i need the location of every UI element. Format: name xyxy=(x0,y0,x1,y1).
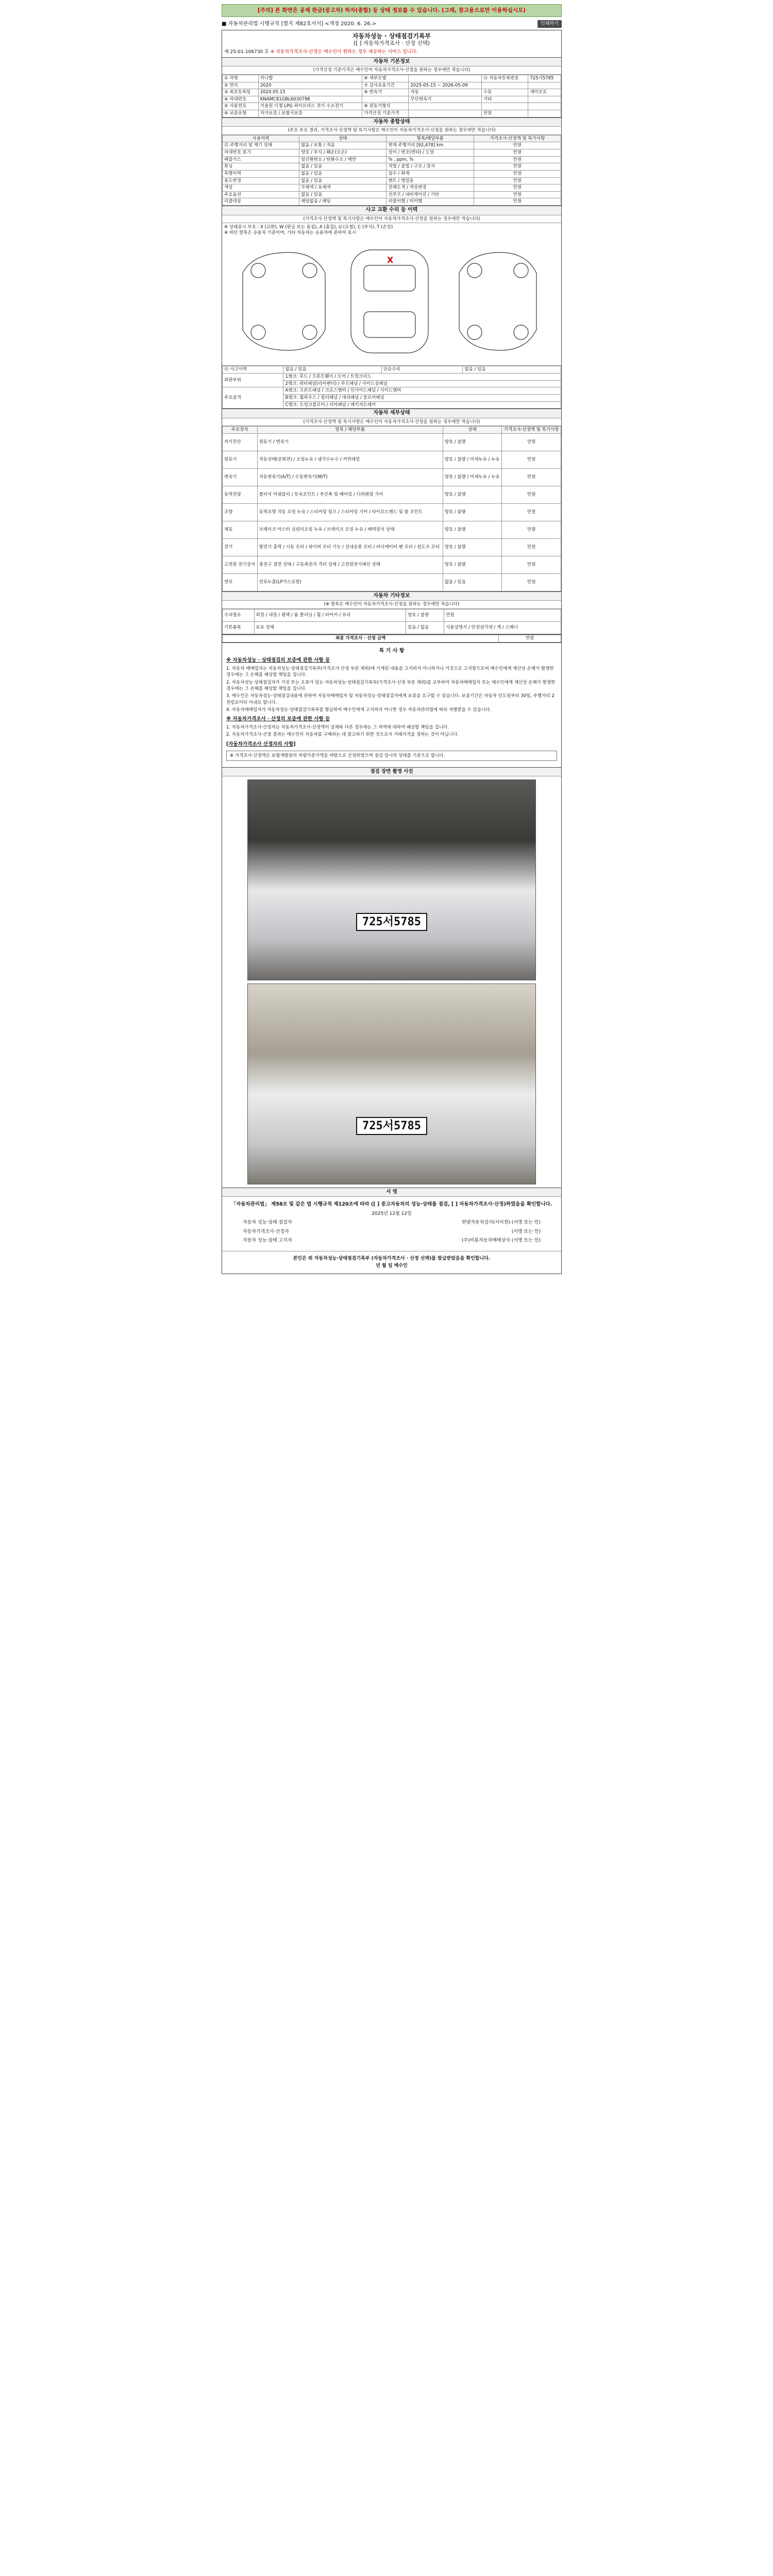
section-note: (주요 주요 결과, 가격조사·산정액 및 특기사항은 매수인이 자동차가격조사·산정을 원하는 경우에만 적습니다) xyxy=(222,127,561,135)
final-price-label: 최종 가격조사 · 산정 금액 xyxy=(223,635,499,642)
other-info-row: 기본품목 보유 상태 있음 / 없음 사용설명서 / 안전삼각대 / 잭 / 스패너 xyxy=(223,622,561,634)
buyer-confirmation: 본인은 위 자동차성능·상태점검기록부 (자동차가격조사 · 산정 선택)를 발급받았음을 확인합니다. 년 월 일 매수인 xyxy=(222,1251,561,1274)
vehicle-info-row: ④ 차대번호 KNAMC81GBL6030798 무단변속기 기타 xyxy=(223,96,561,103)
detail-condition-row: 자기진단 원동기 / 변속기 양호 / 불량 만원 xyxy=(223,433,561,451)
col-header: 사용이력 xyxy=(223,135,299,142)
section-note: (가격조사·산정액 및 특기사항은 매수인이 자동차가격조사·산정을 원하는 경우에만 적습니다) xyxy=(222,418,561,427)
front-inspection-photo xyxy=(247,779,536,980)
detail-condition-row: 원동기 작동상태(공회전) / 오일누유 / 냉각수누수 / 커먼레일 양호 / 불량 / 미세누유 / 누유 만원 xyxy=(223,451,561,468)
section-title: 자동차 종합상태 xyxy=(222,118,561,127)
signature-row: 자동차가격조사·산정자 (서명 또는 인) xyxy=(243,1229,541,1234)
form-header xyxy=(222,20,562,28)
document-page xyxy=(222,0,562,1274)
detail-condition-row: 동력전달 클러치 어셈블리 / 등속조인트 / 추진축 및 베어링 / 디퍼렌셜 기어 양호 / 불량 만원 xyxy=(223,486,561,503)
signature-title: 서 명 xyxy=(222,1188,561,1197)
general-condition-row: 특별이력 없음 / 있음 침수 / 화재 만원 xyxy=(223,170,561,177)
col-header: 가격조사·산정액 및 특기사항 xyxy=(502,427,561,434)
section-title: 사고 교환 수리 등 이력 xyxy=(222,206,561,215)
other-info-table xyxy=(222,609,561,634)
general-condition-section xyxy=(222,117,561,206)
confirmation-text: 「자동차관리법」 제58조 및 같은 법 시행규칙 제120조에 따라 ([ ] 중고자동차의 성능·상태를 점검, [ ] 자동차가격조사·산정)하였음을 확인합니다. xyxy=(231,1201,552,1207)
vehicle-info-row: ⑤ 사용연료 가솔린 디젤 LPG 하이브리드 전기 수소전기 ⑨ 원동기형식 xyxy=(223,103,561,110)
col-header: 항목/해당부품 xyxy=(386,135,474,142)
document-subtitle: ([ ] 자동차가격조사 · 산정 선택) xyxy=(354,40,430,47)
car-outline-diagram xyxy=(232,242,552,361)
section-title: 자동차 기타정보 xyxy=(222,592,561,601)
section-note: (가격조사·산정액 및 특기사항은 매수인이 자동차가격조사·산정을 원하는 경우에만 적습니다) xyxy=(222,215,561,224)
section-title: 자동차 세부상태 xyxy=(222,409,561,418)
vehicle-info-table xyxy=(222,75,561,117)
col-header: 상태 xyxy=(443,427,502,434)
car-diagram xyxy=(222,237,561,366)
warning-banner: [주의] 본 화면은 공제 판금(중고차) 하자(종합) 등 상태 정보를 수 있습니다. (그래, 참고용으로만 이용하십시오) xyxy=(222,4,562,17)
detail-condition-row: 변속기 자동변속기(A/T) / 수동변속기(M/T) 양호 / 불량 / 미세누유 / 누유 만원 xyxy=(223,468,561,486)
price-warranty-heading: ※ 자동차가격조사 · 산정의 보증에 관한 사항 등 xyxy=(226,716,330,722)
col-header: 가격조사·산정액 및 특기사항 xyxy=(474,135,561,142)
general-condition-row: ⑫ 주행거리 및 계기 상태 많음 / 보통 / 적음 현재 주행거리 [92,478] km 만원 xyxy=(223,142,561,149)
section-note: (가격산정 기준가격은 매수인이 자동차가격조사·산정을 원하는 경우에만 적습니다) xyxy=(222,66,561,75)
vehicle-info-row: ② 연식 2020 ⑦ 검사유효기간 2025-05-15 ~ 2026-05-09 xyxy=(223,82,561,89)
detail-condition-row: 전기 발전기 출력 / 시동 모터 / 와이퍼 모터 기능 / 실내송풍 모터 / 라디에이터 팬 모터 / 윈도우 모터 양호 / 불량 만원 xyxy=(223,538,561,556)
section-note: (※ 항목은 매수인이 자동차가격조사·산정을 원하는 경우에만 적습니다) xyxy=(222,601,561,609)
signature-section xyxy=(222,1197,561,1251)
general-condition-row: 리콜대상 해당없음 / 해당 리콜이행 / 미이행 만원 xyxy=(223,198,561,206)
col-header: 주요장치 xyxy=(223,427,258,434)
warranty-heading: ※ 자동차성능 · 상태점검의 보증에 관한 사항 등 xyxy=(226,657,330,664)
signature-date: 2025년 12월 12일 xyxy=(372,1211,412,1217)
outer-panel-label: 외판부위 xyxy=(223,374,283,387)
general-condition-row: 색상 무채색 / 유채색 전체도색 / 색상변경 만원 xyxy=(223,184,561,192)
general-condition-row: 주요옵션 없음 / 있음 선루프 / 내비게이션 / 기타 만원 xyxy=(223,191,561,198)
general-condition-table xyxy=(222,135,561,206)
accident-history-section xyxy=(222,206,561,409)
detail-condition-section xyxy=(222,409,561,591)
vehicle-info-row: ⑩ 보증유형 자가보증 / 보험사보증 가격산정 기준가격 만원 xyxy=(223,110,561,117)
detail-condition-row: 연료 연료누출(LP가스포함) 없음 / 있음 만원 xyxy=(223,573,561,591)
vehicle-info-row: ① 차명 카니발 ⑥ 세부모델 ⑪ 자동차등록번호 725서5785 xyxy=(223,75,561,82)
notes-title: 특 기 사 항 xyxy=(379,648,405,654)
signature-row: 자동차 성능·상태 고지자 (주)비룡자동차매매상사 (서명 또는 인) xyxy=(243,1238,541,1243)
print-button[interactable]: 인쇄하기 xyxy=(537,20,562,28)
form-legal-reference: ■ 자동차관리법 시행규칙 [별지 제82호서식] <개정 2020. 6. 26.> xyxy=(222,21,377,27)
general-condition-row: 용도변경 없음 / 있음 렌트 / 영업용 만원 xyxy=(223,177,561,184)
detail-condition-table xyxy=(222,426,561,591)
inspection-record xyxy=(222,30,562,1274)
notes-section: 특 기 사 항 ※ 자동차성능 · 상태점검의 보증에 관한 사항 등 1. 자동차 매매업자는 자동차성능·상태점검기록부(가격조사·산정 부분 제외)에 기재된 내용을 고지하지 아니하거나 거짓으로 고지함으로써 매수인에게 재산상 손해가 발생한 경우에는 그 손해를 배상할 책임을 집니다. 2. 자동차성능·상태점검자가 거짓 또는 오류가 있는 자동차성능·상태점검기록부(가격조사·산정 부분 제외)를 교부하여 자동차매매업자 또는 매수인에게 재산상 손해가 발생한 경우에는 그 손해를 배상할 책임을 집니다. 3. 매수인은 자동차성능·상태점검내용에 관하여 자동차매매업자 및 자동차성능·상태점검자에게 보증을 요구할 수 있습니다. 보증기간은 자동차 인도일부터 30일, 주행거리 2천킬로미터 이내로 합니다. 4. 자동차매매업자가 자동차성능·상태점검기록부를 발급하여 매수인에게 고지하지 아니한 경우 자동차관리법에 따라 처벌받을 수 있습니다. ※ 자동차가격조사 · 산정의 보증에 관한 사항 등 1. 자동차가격조사·산정자는 자동차가격조사·산정액이 실제와 다른 경우에는 그 차액에 대하여 배상할 책임을 집니다. 2. 자동차가격조사·산정 결과는 매수인이 자동차를 구매하는 데 참고하기 위한 것으로서 거래가격을 정하는 것이 아닙니다. [자동차가격조사 산정자의 사항] ※ 가격조사·산정액은 보험개발원의 차량기준가액을 바탕으로 산정하였으며 점검 당시의 상태를 기준으로 합니다. xyxy=(222,642,561,768)
general-condition-row: 배출가스 일산화탄소 / 탄화수소 / 매연 % , ppm, % 만원 xyxy=(223,156,561,163)
signature-row: 자동차 성능·상태 점검자 한양자동차검사(서이천) (서명 또는 인) xyxy=(243,1220,541,1226)
license-plate: 725서5785 xyxy=(356,1117,427,1136)
accident-table: ⑬ 사고이력 없음 / 있음 단순수리 없음 / 있음 외판부위 1랭크: 후드 / 프론트휀더 / 도어 / 트렁크리드 2랭크: 쿼터패널(리어펜더) / 루프패널 / 사이드실패널 주요골격 A랭크: 프론트패널 / 크로스멤버 / 인사이드패널 / 사이드멤버 B랭크: 휠하우스 / 필러패널 / 대쉬패널 / 플로어패널 C랭크: 트렁크플로어 / 리어패널 / 패키지트레이 xyxy=(222,366,561,409)
document-number: 제 25-01-106730 호 ※ 자동차가격조사·산정은 매수인이 원하는 경우 제공하는 서비스 입니다. xyxy=(224,49,418,55)
vehicle-info-section xyxy=(222,57,561,117)
general-condition-row: 차대번호 표기 양호 / 부식 / 훼손(오손) 상이 / 변조(변타) / 도말 만원 xyxy=(223,149,561,157)
col-header: 항목 / 해당부품 xyxy=(257,427,443,434)
document-title-block xyxy=(222,30,561,48)
exchange-mark: X xyxy=(387,255,394,265)
legend: ※ 상태표시 부호 : X (교환), W (판금 또는 용접), A (흠집), U (요철), C (부식), T (손상) ※ 하단 항목은 승용차 기준이며, 기타 자동차는 승용차에 준하여 표시 xyxy=(224,225,393,235)
main-frame-label: 주요골격 xyxy=(223,387,283,409)
detail-condition-row: 제동 브레이크 마스터 실린더오일 누유 / 브레이크 오일 누유 / 배력장치 상태 양호 / 불량 만원 xyxy=(223,521,561,538)
final-price-value: 만원 xyxy=(499,635,561,642)
license-plate: 725서5785 xyxy=(356,913,427,931)
general-condition-row: 튜닝 없음 / 있음 적법 / 불법 / 구조 / 장치 만원 xyxy=(223,163,561,171)
other-info-row: 수리필요 외장 / 내장 / 광택 / 룸 클리닝 / 휠 / 타이어 / 유리 양호 / 불량 만원 xyxy=(223,609,561,622)
detail-condition-row: 조향 동력조향 작동 오일 누유 / 스티어링 펌프 / 스티어링 기어 / 타이로드엔드 및 볼 조인트 양호 / 불량 만원 xyxy=(223,503,561,521)
final-price-section xyxy=(222,634,561,642)
appraiser-heading: [자동차가격조사 산정자의 사항] xyxy=(226,741,296,747)
col-header: 상태 xyxy=(299,135,386,142)
section-title: 자동차 기본정보 xyxy=(222,58,561,67)
other-info-section xyxy=(222,591,561,634)
appraiser-note: ※ 가격조사·산정액은 보험개발원의 차량기준가액을 바탕으로 산정하였으며 점검 당시의 상태를 기준으로 합니다. xyxy=(226,751,557,761)
vehicle-info-row: ③ 최초등록일 2020.05.15 ⑧ 변속기 자동 수동 세미오토 xyxy=(223,89,561,96)
detail-condition-row: 고전원 전기장치 충전구 절연 상태 / 구동축전지 격리 상태 / 고전원전기배선 상태 양호 / 불량 만원 xyxy=(223,556,561,573)
photos-title: 점검 장면 촬영 사진 xyxy=(222,767,561,776)
document-note: ※ 자동차가격조사·산정은 매수인이 원하는 경우 제공하는 서비스 입니다. xyxy=(270,49,418,55)
document-title: 자동차성능 · 상태점검기록부 xyxy=(352,32,431,40)
rear-inspection-photo xyxy=(247,984,536,1184)
